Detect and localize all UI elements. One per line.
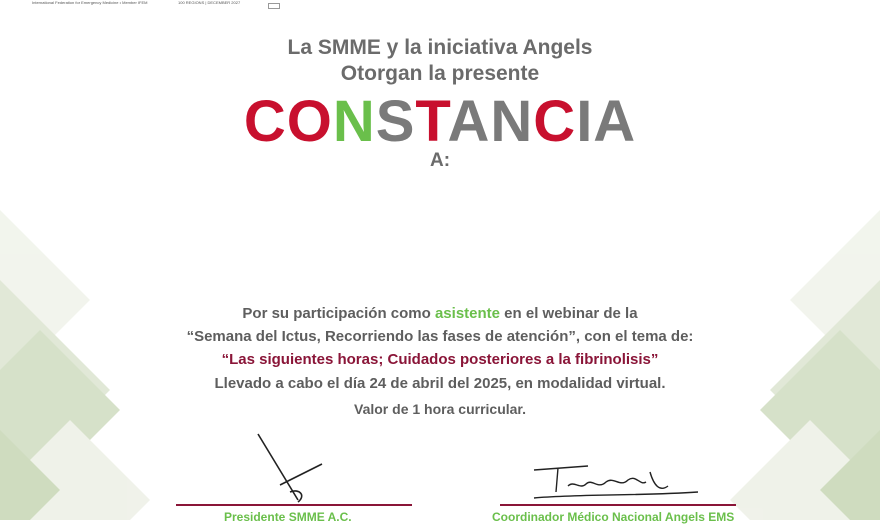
- issuer-line: La SMME y la iniciativa Angels: [287, 36, 593, 59]
- title-part-6: C: [533, 89, 577, 154]
- title-part-3: S: [375, 89, 416, 154]
- title-part-4: T: [415, 89, 448, 154]
- header-strip: [0, 0, 880, 10]
- left-signature: [250, 430, 340, 510]
- left-signer-title: Presidente SMME A.C.: [224, 510, 352, 524]
- header-left-text: International Federation for Emergency Medicine • Member IFEM: [32, 0, 148, 5]
- role-highlight: asistente: [434, 305, 501, 322]
- event-line: “Semana del Ictus, Recorriendo las fases de atención”, con el tema de:: [186, 328, 694, 345]
- right-signer-title: Coordinador Médico Nacional Angels EMS: [492, 510, 735, 524]
- title-part-7: IA: [576, 89, 637, 154]
- title-part-5: AN: [447, 89, 534, 154]
- credit-line: Valor de 1 hora curricular.: [354, 401, 526, 417]
- recipient-label: A:: [429, 150, 451, 171]
- participation-line: [0, 305, 880, 322]
- title-part-2: N: [332, 89, 376, 154]
- left-signature-line: [176, 504, 412, 506]
- participation-text-post: en el webinar de la: [500, 305, 638, 322]
- right-signature-line: [500, 504, 736, 506]
- topic-line: “Las siguientes horas; Cuidados posteriores a la fibrinolisis”: [221, 351, 659, 368]
- header-badge-icon: [268, 3, 280, 9]
- header-right-text: 100 REGIONS | DECEMBER 2027: [178, 0, 241, 5]
- grant-line: Otorgan la presente: [340, 62, 540, 85]
- title-part-1: CO: [243, 89, 333, 154]
- certificate-title: [0, 88, 880, 155]
- right-signature: [528, 462, 708, 506]
- participation-text-pre: Por su participación como: [242, 305, 435, 322]
- date-line: Llevado a cabo el día 24 de abril del 2025, en modalidad virtual.: [214, 375, 666, 392]
